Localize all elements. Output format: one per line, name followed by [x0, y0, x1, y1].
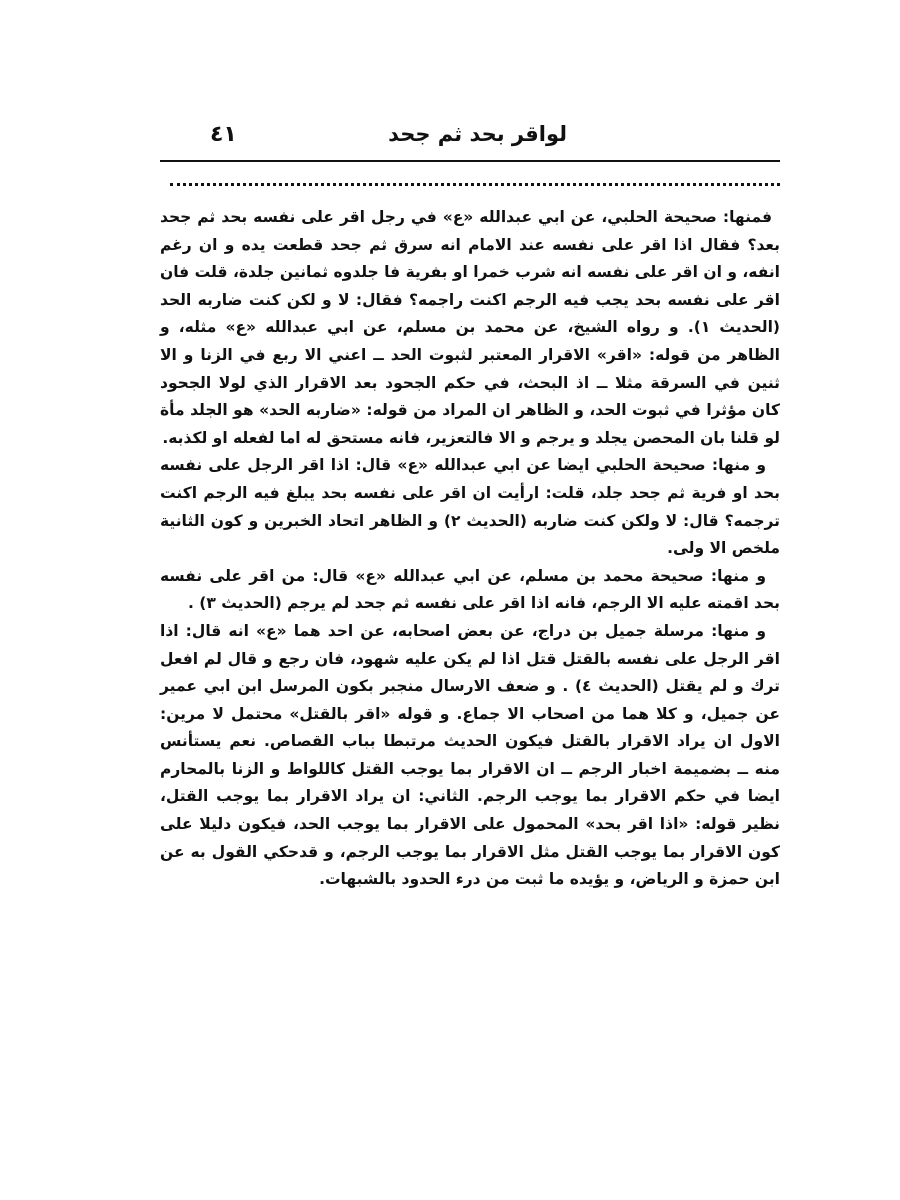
dotted-divider	[170, 183, 780, 186]
page-number: ٤١	[210, 122, 237, 147]
page-body	[160, 204, 780, 894]
paragraph-4: و منها: مرسلة جميل بن دراج، عن بعض اصحابه، عن احد هما «ع» انه قال: اذا اقر الرجل على نفسه بالقتل قتل اذا لم يكن عليه شهود، فان رجع و قال لم افعل ترك و لم يقتل (الحديث ٤) . و ضعف الارسال منجبر بكون المرسل ابن ابي عمير عن جميل، و كلا هما من اصحاب الا جماع. و قوله «اقر بالقتل» محتمل لا مرين: الاول ان يراد الاقرار بالقتل فيكون الحديث مرتبطا بباب القصاص. نعم يستأنس منه ــ بضميمة اخبار الرجم ــ ان الاقرار بما يوجب القتل كاللواط و الزنا بالمحارم ايضا في حكم الاقرار بما يوجب الرجم. الثاني: ان يراد الاقرار بما يوجب القتل، نظير قوله: «اذا اقر بحد» المحمول على الاقرار بما يوجب الحد، فيكون دليلا على كون الاقرار بما يوجب القتل مثل الاقرار بما يوجب الرجم، و قدحكي القول به عن ابن حمزة و الرياض، و يؤيده ما ثبت من درء الحدود بالشبهات.	[160, 621, 780, 889]
header-rule	[160, 160, 780, 162]
running-title: لواقر بحد ثم جحد	[388, 122, 567, 146]
paragraph-1: فمنها: صحيحة الحلبي، عن ابي عبدالله «ع» في رجل اقر على نفسه بحد ثم جحد بعد؟ فقال اذا اقر على نفسه عند الامام انه سرق ثم جحد قطعت يده و ان رغم انفه، و ان اقر على نفسه انه شرب خمرا او بفرية فا جلدوه ثمانين جلدة، قلت فان اقر على نفسه بحد يجب فيه الرجم اكنت راجمه؟ فقال: لا و لكن كنت ضاربه الحد (الحديث ١). و رواه الشيخ، عن محمد بن مسلم، عن ابي عبدالله «ع» مثله، و الظاهر من قوله: «اقر» الاقرار المعتبر لثبوت الحد ــ اعني الا ربع في الزنا و الا ثنين في السرقة مثلا ــ اذ البحث، في حكم الجحود بعد الاقرار الذي لولا الجحود كان مؤثرا في ثبوت الحد، و الظاهر ان المراد من قوله: «ضاربه الحد» هو الجلد مأة لو قلنا بان المحصن يجلد و يرجم و الا فالتعزير، فانه مستحق له اما لفعله او لكذبه.	[160, 208, 780, 447]
page-header	[160, 118, 757, 158]
paragraph-2: و منها: صحيحة الحلبي ايضا عن ابي عبدالله «ع» قال: اذا اقر الرجل على نفسه بحد او فرية ثم جحد جلد، قلت: ارأيت ان اقر على نفسه بحد يبلغ فيه الرجم اكنت ترجمه؟ قال: لا ولكن كنت ضاربه (الحديث ٢) و الظاهر اتحاد الخبرين و كون الثانية ملخص الا ولى.	[160, 456, 780, 558]
paragraph-3: و منها: صحيحة محمد بن مسلم، عن ابي عبدالله «ع» قال: من اقر على نفسه بحد اقمته عليه الا الرجم، فانه اذا اقر على نفسه ثم جحد لم يرجم (الحديث ٣) .	[160, 566, 780, 613]
